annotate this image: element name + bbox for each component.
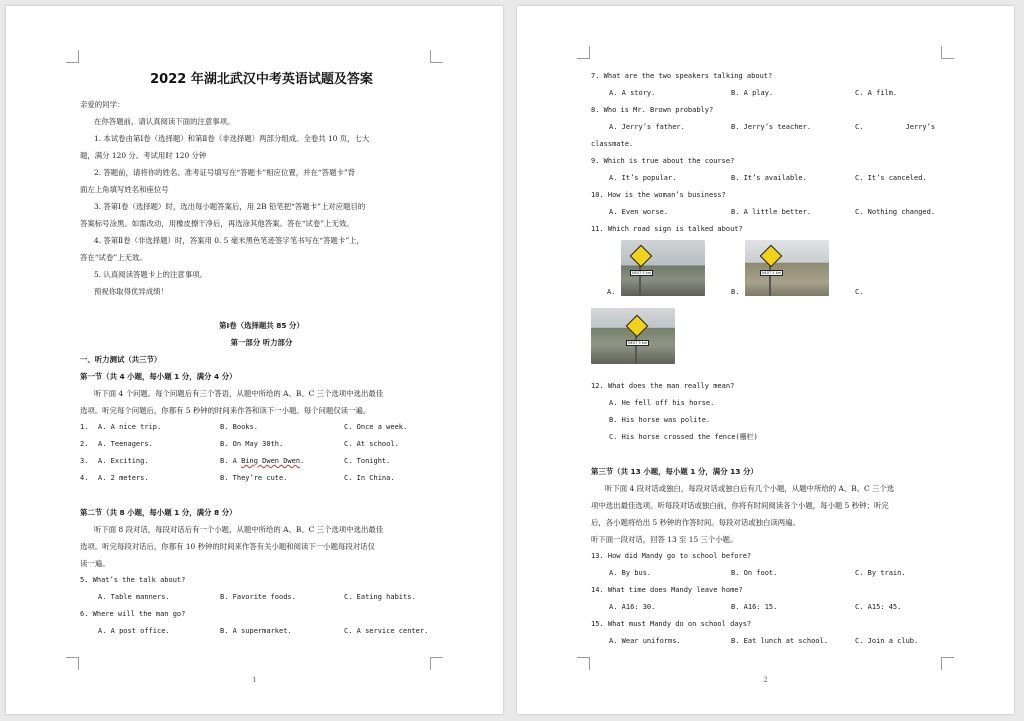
option-b: B. They’re cute. xyxy=(220,474,288,482)
crop-mark xyxy=(577,657,590,670)
section-heading: 一、听力测试（共三节） xyxy=(80,355,162,364)
intro-line: 4. 答第Ⅱ卷（非选择题）时，答案用 0. 5 毫米黑色笔迹签字笔书写在“答题卡”上， xyxy=(94,236,364,245)
question-options xyxy=(591,170,954,187)
instruction-line: 后，各小题将给出 5 秒钟的作答时间。每段对话或独白读两遍。 xyxy=(591,518,800,527)
option-a: A. A16: 30. xyxy=(609,603,656,611)
option-c: C. Join a club. xyxy=(855,637,919,645)
option-b: B. A16: 15. xyxy=(731,603,778,611)
option-a: A. Exciting. xyxy=(98,457,149,465)
option-a: A. Wear uniforms. xyxy=(609,637,681,645)
question-options xyxy=(591,565,954,582)
option-b: B. A supermarket. xyxy=(220,627,292,635)
instruction-line: 选项。听完每段对话后，你都有 10 秒钟的时间来作答有关小题和阅读下一小题每段对话仅 xyxy=(80,542,375,551)
question-text: 5. What’s the talk about? xyxy=(80,576,186,584)
option-b: B. Favorite foods. xyxy=(220,593,296,601)
sign-plate: NEXT 3 km xyxy=(628,341,648,345)
question-options xyxy=(591,204,954,221)
question-options xyxy=(591,85,954,102)
option-c: C. Eating habits. xyxy=(344,593,416,601)
question-options xyxy=(80,623,443,640)
question-text: 11. Which road sign is talked about? xyxy=(591,225,743,233)
intro-line: 1. 本试卷由第Ⅰ卷（选择题）和第Ⅱ卷（非选择题）两部分组成。全卷共 10 页，七大 xyxy=(94,134,370,143)
option-b: B. On foot. xyxy=(731,569,778,577)
option-a: A. 2 meters. xyxy=(98,474,149,482)
option-b xyxy=(220,453,344,470)
subsection-heading: 第一节（共 4 小题，每小题 1 分，满分 4 分） xyxy=(80,372,237,381)
option-b-suffix: . xyxy=(300,457,305,465)
option-c: C. In China. xyxy=(344,474,395,482)
crop-mark xyxy=(430,657,443,670)
crop-mark xyxy=(941,46,954,59)
question-text: 6. Where will the man go? xyxy=(80,610,186,618)
intro-line: 在你答题前，请认真阅读下面的注意事项。 xyxy=(94,117,235,126)
question-number: 1. xyxy=(80,423,89,431)
option-c: C. Jerry’s xyxy=(855,123,936,131)
option-a: A. Table manners. xyxy=(98,593,170,601)
option-continuation: classmate. xyxy=(591,140,634,148)
question-text: 12. What does the man really mean? xyxy=(591,382,735,390)
option-a: A. A nice trip. xyxy=(98,423,162,431)
crop-mark xyxy=(66,657,79,670)
question-row xyxy=(80,436,443,453)
option-a: A. Even worse. xyxy=(609,208,669,216)
instruction-line: 听下面 4 段对话或独白，每段对话或独白后有几个小题，从题中所给的 A、B、C 三个选 xyxy=(605,484,895,493)
option-c-label: C. xyxy=(855,288,864,296)
option-b-label: B. xyxy=(731,288,740,296)
crop-mark xyxy=(941,657,954,670)
instruction-line: 听下面一段对话，回答 13 至 15 三个小题。 xyxy=(591,535,738,544)
option-b: B. Eat lunch at school. xyxy=(731,637,828,645)
question-options xyxy=(591,599,954,616)
subsection-heading: 第三节（共 13 小题，每小题 1 分，满分 13 分） xyxy=(591,467,758,476)
question-number: 2. xyxy=(80,440,89,448)
page-number: 1 xyxy=(252,676,257,684)
question-text: 9. Which is true about the course? xyxy=(591,157,735,165)
question-options xyxy=(80,589,443,606)
road-sign-photo-c xyxy=(591,308,675,364)
question-options xyxy=(591,119,954,136)
road-sign-photo-a xyxy=(621,240,705,296)
spellcheck-underlined-text: Bing Dwen Dwen xyxy=(241,457,301,465)
intro-line: 2. 答题前，请将你的姓名、准考证号填写在“答题卡”相应位置，并在“答题卡”背 xyxy=(94,168,356,177)
option-a: A. By bus. xyxy=(609,569,652,577)
question-text: 15. What must Mandy do on school days? xyxy=(591,620,752,628)
question-number: 4. xyxy=(80,474,89,482)
intro-line: 答在“试卷”上无效。 xyxy=(80,253,147,262)
option-a: A. It’s popular. xyxy=(609,174,677,182)
deer-warning-icon xyxy=(630,245,653,268)
question-text: 8. Who is Mr. Brown probably? xyxy=(591,106,714,114)
option-a: A. Jerry’s father. xyxy=(609,123,685,131)
option-a: A. A post office. xyxy=(98,627,170,635)
option-a: A. He fell off his horse. xyxy=(609,399,715,407)
option-b: B. A little better. xyxy=(731,208,812,216)
page-title: 2022 年湖北武汉中考英语试题及答案 xyxy=(150,72,373,87)
question-row xyxy=(80,419,443,436)
question-row xyxy=(80,453,443,470)
question-text: 10. How is the woman’s business? xyxy=(591,191,726,199)
instruction-line: 听下面 8 段对话，每段对话后有一个小题，从题中所给的 A、B、C 三个选项中选出最佳 xyxy=(94,525,384,534)
instruction-line: 听下面 4 个问题。每个问题后有三个答语，从题中所给的 A、B、C 三个选项中选出最佳 xyxy=(94,389,384,398)
option-b: B. His horse was polite. xyxy=(609,416,711,424)
instruction-line: 项中选出最佳选项。听每段对话或独白前，你将有时间阅读各个小题，每小题 5 秒钟；听完 xyxy=(591,501,889,510)
part-subheading: 第一部分 听力部分 xyxy=(230,338,293,347)
sign-plate: NEXT 4 km xyxy=(762,271,782,275)
option-c: C. By train. xyxy=(855,569,906,577)
crop-mark xyxy=(577,46,590,59)
option-c: C. Nothing changed. xyxy=(855,208,936,216)
option-c: C. A15: 45. xyxy=(855,603,902,611)
option-a: A. Teenagers. xyxy=(98,440,153,448)
option-b-prefix: B. A xyxy=(220,457,242,465)
option-c: C. A service center. xyxy=(344,627,429,635)
part-heading: 第Ⅰ卷（选择题共 85 分） xyxy=(219,321,304,330)
crop-mark xyxy=(66,50,79,63)
option-a: A. A story. xyxy=(609,89,656,97)
question-text: 7. What are the two speakers talking about? xyxy=(591,72,773,80)
question-text: 13. How did Mandy go to school before? xyxy=(591,552,752,560)
option-b: B. On May 30th. xyxy=(220,440,284,448)
option-b: B. Books. xyxy=(220,423,258,431)
bear-warning-icon xyxy=(626,315,649,338)
document-page-1 xyxy=(6,6,503,714)
option-b: B. Jerry’s teacher. xyxy=(731,123,812,131)
question-text: 14. What time does Mandy leave home? xyxy=(591,586,743,594)
option-c: C. At school. xyxy=(344,440,399,448)
option-b: B. A play. xyxy=(731,89,774,97)
subsection-heading: 第二节（共 8 小题，每小题 1 分，满分 8 分） xyxy=(80,508,237,517)
option-c: C. Once a week. xyxy=(344,423,408,431)
instruction-line: 选项。听完每个问题后，你都有 5 秒钟的时间来作答和读下一小题。每个问题仅读一遍。 xyxy=(80,406,371,415)
question-options xyxy=(591,633,954,650)
instruction-line: 读一遍。 xyxy=(80,559,110,568)
option-b: B. It’s available. xyxy=(731,174,807,182)
intro-line: 题，满分 120 分。考试用时 120 分钟 xyxy=(80,151,207,160)
crop-mark xyxy=(430,50,443,63)
intro-line: 3. 答第Ⅰ卷（选择题）时，选出每小题答案后，用 2B 铅笔把“答题卡”上对应题目的 xyxy=(94,202,366,211)
intro-line: 预祝你取得优异成绩！ xyxy=(94,287,168,296)
option-a-label: A. xyxy=(607,288,616,296)
sign-plate: NEXT 5 km xyxy=(632,271,652,275)
option-c: C. It’s canceled. xyxy=(855,174,927,182)
intro-line: 亲爱的同学： xyxy=(80,100,125,109)
road-sign-photo-b xyxy=(745,240,829,296)
intro-line: 5. 认真阅读答题卡上的注意事项。 xyxy=(94,270,207,279)
document-page-2 xyxy=(517,6,1014,714)
page-number: 2 xyxy=(763,676,768,684)
question-row xyxy=(80,470,443,487)
road-sign-options xyxy=(591,238,954,378)
question-number: 3. xyxy=(80,457,89,465)
option-c: C. Tonight. xyxy=(344,457,391,465)
intro-line: 答案标号涂黑。如需改动，用橡皮擦干净后，再选涂其他答案。答在“试卷”上无效。 xyxy=(80,219,354,228)
option-c: C. A film. xyxy=(855,89,898,97)
kangaroo-warning-icon xyxy=(760,245,783,268)
intro-line: 面左上角填写姓名和座位号 xyxy=(80,185,169,194)
option-c: C. His horse crossed the fence(栅栏) xyxy=(609,433,758,441)
